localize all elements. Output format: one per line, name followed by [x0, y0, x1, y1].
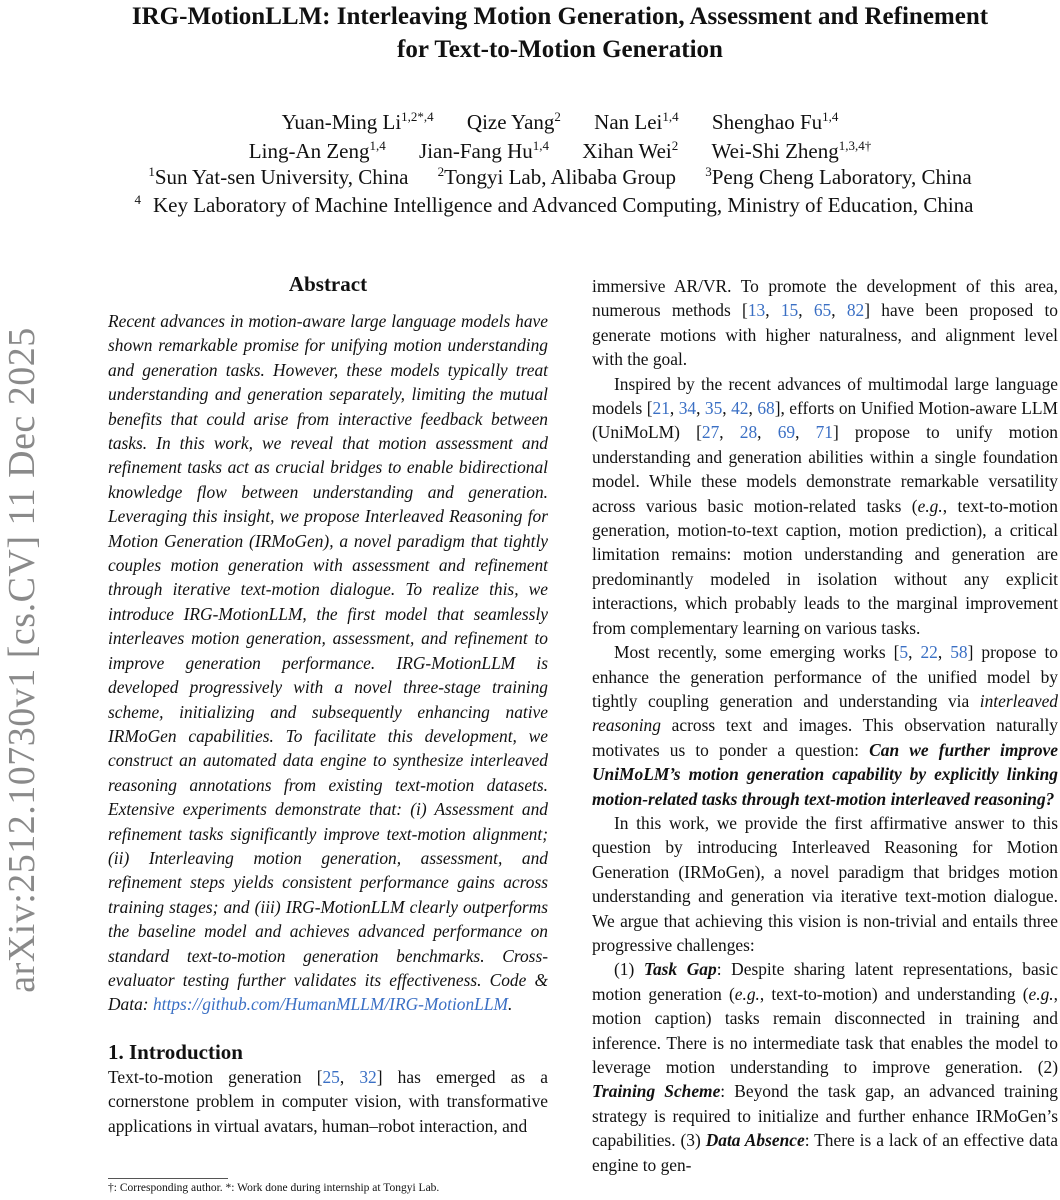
title-line-2: for Text-to-Motion Generation [397, 36, 723, 63]
authors-row-2 [60, 137, 1060, 166]
citation-link[interactable]: 28 [739, 422, 758, 443]
arxiv-sidebar-stamp [0, 230, 44, 1090]
author: Ling-An Zeng$^{1,4}$ [248, 138, 386, 163]
author: Shenghao Fu$^{1,4}$ [711, 109, 839, 134]
footnote-divider [108, 1178, 228, 1179]
citation-link[interactable]: 15 [780, 300, 799, 321]
affiliations [60, 163, 1060, 219]
author: Xihan Wei$^2$ [582, 138, 679, 163]
paper-title [60, 0, 1060, 66]
abstract-heading: Abstract [288, 272, 368, 296]
citation-link[interactable]: 5 [899, 642, 909, 663]
author: Yuan-Ming $Li^{1,2*,4}$ [281, 109, 434, 134]
citation-link[interactable]: 35 [704, 398, 723, 419]
affiliation: $^2$Tongyi Lab, Alibaba Group [437, 164, 676, 189]
citation-link[interactable]: 68 [757, 398, 775, 419]
citation-link[interactable]: 27 [701, 422, 720, 443]
citation-link[interactable]: 82 [846, 300, 865, 321]
abstract-body: Recent advances in motion-aware large language models have shown remarkable promise for unifying motion understanding and generation tasks. However, these models typically treat understanding and generation separately, limiting the mutual benefits that could arise from interactive feedback between tasks. In this work, we reveal that motion assessment and refinement tasks act as crucial bridges to enable bidirectional knowledge flow between understanding and generation. Leveraging this insight, we propose Interleaved Reasoning for Motion Generation (IRMoGen), a novel paradigm that tightly couples motion generation with assessment and refinement through iterative text-motion dialogue. To realize this, we introduce IRG-MotionLLM, the first model that seamlessly interleaves motion generation, assessment, and refinement to improve generation performance. IRG-MotionLLM is developed progressively with a novel three-stage training scheme, initializing and subsequently enhancing native IRMoGen capabilities. To facilitate this development, we construct an automated data engine to synthesize interleaved reasoning annotations from existing text-motion datasets. Extensive experiments demonstrate that: (i) Assessment and refinement tasks significantly improve text-motion alignment; (ii) Interleaving motion generation, assessment, and refinement steps yields consistent performance gains across training stages; and (iii) IRG-MotionLLM clearly outperforms the baseline model and achieves advanced performance on standard text-to-motion generation benchmarks. Cross-evaluator testing further validates its effectiveness. Code & Data: https://github.com/HumanMLLM/IRG-MotionLLM. [108, 311, 548, 1015]
citation-link[interactable]: 21 [652, 398, 670, 419]
paragraph: In this work, we provide the first affirmative answer to this question by introducing Interleaved Reasoning for Motion Generation (IRMoGen), a novel paradigm that bridges motion understanding and generation via iterative text-motion dialogue. We argue that achieving this vision is non-trivial and entails three progressive challenges: [592, 812, 1058, 955]
citation-link[interactable]: 71 [815, 422, 833, 443]
author: Nan Lei$^{1,4}$ [594, 109, 679, 134]
affiliation: $^1$Sun Yat-sen University, China [148, 164, 409, 189]
paragraph: (1) Task Gap: Despite sharing latent representations, basic motion generation (e.g., text-to-motion) and understanding (e.g., motion caption) tasks remain disconnected in training and inference. There is no intermediate task that enables the model to leverage motion understanding to improve generation. (2) Training Scheme: Beyond the task gap, an advanced training strategy is required to initialize and further enhance IRMoGen’s capabilities. (3) Data Absence: There is a lack of an effective data engine to gen- [592, 959, 1059, 1175]
citation-link[interactable]: 42 [731, 398, 749, 419]
paragraph: immersive AR/VR. To promote the development of this area, numerous methods [13, 15, 65, 82] have been proposed to generate motions with higher naturalness, and alignment level with the goal. [592, 276, 1058, 370]
author: Qize Yang$^2$ [466, 109, 561, 134]
code-link[interactable]: https://github.com/HumanMLLM/IRG-MotionLLM [152, 994, 508, 1015]
author: Wei-Shi Zheng$^{1,3,4\dagger}$ [711, 138, 872, 163]
author: Jian-Fang Hu$^{1,4}$ [419, 138, 550, 163]
authors-row-1 [60, 108, 1060, 137]
citation-link[interactable]: 65 [813, 300, 832, 321]
citation-link[interactable]: 25 [322, 1066, 340, 1087]
affiliations-row-1 [60, 163, 1060, 191]
left-column [108, 272, 548, 1138]
paragraph: Inspired by the recent advances of multimodal large language models [21, 34, 35, 42, 68], efforts on Unified Motion-aware LLM (UniMoLM) [27, 28, 69, 71] propose to unify motion understanding and generation abilities within a single foundation model. While these models demonstrate remarkable versatility across various basic motion-related tasks (e.g., text-to-motion generation, motion-to-text caption, motion prediction), a critical limitation remains: motion understanding and generation are predominantly modeled in isolation without any explicit interactions, which probably leads to the marginal improvement from complementary learning on various tasks. [592, 373, 1058, 638]
citation-link[interactable]: 32 [359, 1066, 377, 1087]
citation-link[interactable]: 22 [920, 642, 938, 663]
research-question: Can we further improve UniMoLM’s motion generation capability by explicitly linking motion-related tasks through text-motion interleaved reasoning? [592, 739, 1058, 809]
intro-paragraph: Text-to-motion generation [25, 32] has emerged as a cornerstone problem in computer vision, with transformative applications in virtual avatars, human–robot interaction, and [108, 1066, 548, 1136]
citation-link[interactable]: 34 [678, 398, 697, 419]
citation-link[interactable]: 58 [950, 642, 968, 663]
title-line-1: IRG-MotionLLM: Interleaving Motion Generation, Assessment and Refinement [131, 3, 989, 30]
paragraph: Most recently, some emerging works [5, 22, 58] propose to enhance the generation performance of the unified model by tightly coupling generation and understanding via interleaved reasoning across text and images. This observation naturally motivates us to ponder a question: Can we further improve UniMoLM’s motion generation capability by explicitly linking motion-related tasks through text-motion interleaved reasoning? [592, 642, 1058, 809]
footnote: †: Corresponding author. *: Work done during internship at Tongyi Lab. [108, 1182, 440, 1194]
affiliations-row-2: $^4$ Key Laboratory of Machine Intelligence and Advanced Computing, Ministry of Education, China [134, 192, 974, 217]
author-list [60, 108, 1060, 166]
affiliation: $^3$Peng Cheng Laboratory, China [705, 164, 972, 189]
arxiv-identifier: arXiv:2512.10730v1 [cs.CV] 11 Dec 2025 [1, 327, 43, 993]
right-column [592, 274, 1058, 1177]
citation-link[interactable]: 13 [747, 300, 766, 321]
citation-link[interactable]: 69 [777, 422, 796, 443]
introduction-heading: 1. Introduction [108, 1039, 243, 1064]
